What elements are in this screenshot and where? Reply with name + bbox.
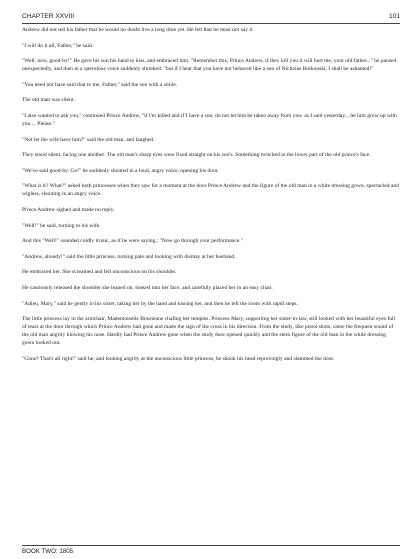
paragraph: "Well, now, good-by!" He gave his son his hand to kiss, and embraced him. "Remember this, Prince Andrew, if they kill you it will hurt me, your old father..." he paused unexpectedly, and then in a querulous voice suddenly shrieked: "but if I hear that you have not behaved like a son of Nicholas Bolkonski, I shall be ashamed!" bbox=[22, 58, 397, 73]
paragraph: Andrew did not tell his father that he would no doubt live a long time yet. He felt that he must not say it. bbox=[22, 27, 254, 33]
paragraph: "Gone? That's all right!" said he; and looking angrily at the unconscious little princess, he shook his head reprovingly and slammed the door. bbox=[22, 355, 335, 362]
paragraph: "I will do it all, Father," he said. bbox=[22, 42, 94, 49]
page-number: 101 bbox=[388, 12, 400, 20]
paragraph: Prince Andrew sighed and made no reply. bbox=[22, 206, 115, 213]
paragraph: The old man was silent. bbox=[22, 97, 75, 104]
paragraph: He embraced her. She screamed and fell unconscious on his shoulder. bbox=[22, 269, 177, 276]
paragraph: He cautiously released the shoulder she leaned on, looked into her face, and carefully placed her in an easy chair. bbox=[22, 284, 273, 291]
page-header bbox=[22, 10, 400, 22]
header-rule bbox=[22, 23, 400, 24]
paragraph: "Andrew, already!" said the little princess, turning pale and looking with dismay at her husband. bbox=[22, 253, 236, 260]
paragraph: "What is it? What?" asked both princesses when they saw for a moment at the door Prince Andrew and the figure of the old man in a white dressing gown, spectacled and wigless, shouting in an angry voice. bbox=[22, 183, 399, 198]
paragraph: "Not let the wife have him?" said the old man, and laughed. bbox=[22, 136, 155, 143]
paragraph: And this "Well!" sounded coldly ironic, as if he were saying,: "Now go through your performance." bbox=[22, 238, 243, 245]
paragraph: They stood silent, facing one another. The old man's sharp eyes were fixed straight on his son's. Something twitched in the lower part of the old prince's face. bbox=[22, 152, 371, 159]
chapter-title: CHAPTER XXVIII bbox=[22, 12, 75, 20]
paragraph: "We've said good-by. Go!" he suddenly shouted in a loud, angry voice, opening his door. bbox=[22, 167, 219, 174]
footer-rule bbox=[22, 545, 400, 546]
paragraph: "I also wanted to ask you," continued Prince Andrew, "if I'm killed and if I have a son, do not let him be taken away from you- as I said yesterday... let him grow up with you.... Please." bbox=[22, 112, 397, 127]
paragraph: "Well!" he said, turning to his wife. bbox=[22, 222, 101, 229]
book-section: BOOK TWO: 1805 bbox=[22, 548, 74, 555]
paragraph: "You need not have said that to me, Father," said the son with a smile. bbox=[22, 81, 178, 88]
paragraph: The little princess lay in the armchair, Mademoiselle Bourienne chafing her temples. Princess Mary, supporting her sister-in-law, still looked with her beautiful eyes full of tears at the door through which Prince Andrew had gone and made the sign of the cross in his direction. From the study, like pistol shots, came the frequent sound of the old man angrily blowing his nose. Hardly had Prince Andrew gone when the study door opened quickly and the stern figure of the old man in the white dressing gown looked out. bbox=[22, 316, 396, 347]
paragraph: "Adieu, Mary," said he gently to his sister, taking her by the hand and kissing her, and then he left the room with rapid steps. bbox=[22, 300, 298, 307]
page-body bbox=[22, 26, 399, 370]
page-footer bbox=[22, 548, 73, 555]
